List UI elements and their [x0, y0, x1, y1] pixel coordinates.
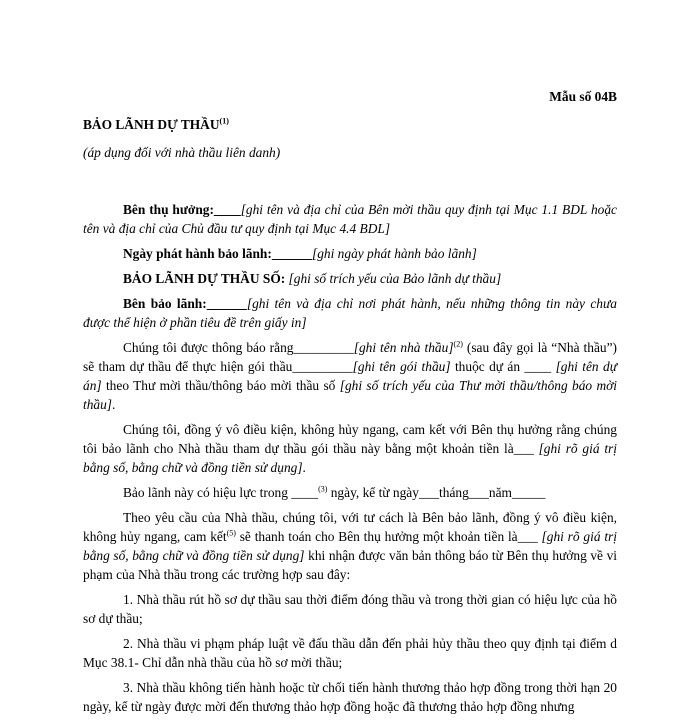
- commitment-text: Chúng tôi, đồng ý vô điều kiện, không hủy ngang, cam kết với Bên thụ hưởng rằng chúng tôi bảo lãnh cho Nhà thầu tham dự thầu gói thầu này bằng một khoản tiền là: [83, 422, 617, 456]
- issue-date-label: Ngày phát hành bảo lãnh:: [123, 246, 272, 261]
- request-text: sẽ thanh toán cho Bên thụ hưởng một khoản tiền là: [235, 529, 518, 544]
- amount-blank: ___: [513, 441, 534, 456]
- guarantee-number-line: [83, 269, 617, 288]
- case-item: 3. Nhà thầu không tiến hành hoặc từ chối tiến hành thương thảo hợp đồng trong thời hạn 20 ngày, kể từ ngày được mời đến thương thảo hợp đồng hoặc đã thương thảo hợp đồng nhưng: [83, 680, 617, 714]
- title-footnote-marker: (1): [219, 116, 229, 126]
- guarantor-label: Bên bảo lãnh:: [123, 296, 207, 311]
- document-subtitle: (áp dụng đối với nhà thầu liên danh): [83, 145, 281, 160]
- issue-date-instruction: [ghi ngày phát hành bảo lãnh]: [312, 246, 477, 261]
- footnote-marker: (2): [453, 339, 463, 349]
- case-item: 2. Nhà thầu vi phạm pháp luật về đấu thầu dẫn đến phải hủy thầu theo quy định tại điểm d Mục 38.1- Chỉ dẫn nhà thầu của hồ sơ mời thầu;: [83, 636, 617, 670]
- project-name-instruction: [ghi tên dự án]: [83, 359, 617, 393]
- guarantee-number-label: BẢO LÃNH DỰ THẦU SỐ:: [123, 271, 286, 286]
- validity-paragraph: [83, 483, 617, 502]
- request-text: Theo yêu cầu của Nhà thầu, chúng tôi, với tư cách là Bên bảo lãnh, đồng ý vô điều kiện, không hủy ngang, cam kết: [83, 510, 617, 544]
- contractor-name-blank: _________: [293, 340, 354, 355]
- footnote-marker: (3): [318, 484, 328, 494]
- guarantor-instruction: [ghi tên và địa chỉ nơi phát hành, nếu những thông tin này chưa được thể hiện ở phần tiêu đề trên giấy in]: [83, 296, 618, 330]
- beneficiary-instruction: [ghi tên và địa chỉ của Bên mời thầu quy định tại Mục 1.1 BDL hoặc tên và địa chỉ của Chủ đầu tư quy định tại Mục 4.4 BDL]: [83, 202, 617, 236]
- issue-date-blank: ______: [271, 246, 313, 261]
- form-number: Mẫu số 04B: [549, 89, 617, 104]
- notification-paragraph: [83, 338, 617, 414]
- beneficiary-line: [83, 200, 617, 238]
- guarantor-blank: ______: [206, 296, 247, 311]
- validity-text: tháng: [439, 485, 469, 500]
- case-item: 1. Nhà thầu rút hồ sơ dự thầu sau thời điểm đóng thầu và trong thời gian có hiệu lực của hồ sơ dự thầu;: [83, 592, 617, 626]
- project-name-blank: ____: [524, 359, 552, 374]
- contractor-name-instruction: [ghi tên nhà thầu]: [353, 340, 454, 355]
- title-text: BẢO LÃNH DỰ THẦU: [83, 117, 220, 132]
- amount-instruction: [ghi rõ giá trị bằng số, bằng chữ và đồng tiền sử dụng]: [83, 441, 617, 475]
- invitation-number-instruction: [ghi số trích yếu của Thư mời thầu/thông báo mời thầu]: [83, 378, 617, 412]
- request-text: khi nhận được văn bản thông báo từ Bên thụ hưởng về vi phạm của Nhà thầu trong các trường hợp sau đây:: [83, 548, 618, 582]
- validity-text: ngày, kể từ ngày: [327, 485, 419, 500]
- guarantee-number-instruction: [ghi số trích yếu của Bảo lãnh dự thầu]: [285, 271, 502, 286]
- amount-instruction: [ghi rõ giá trị bằng số, bằng chữ và đồng tiền sử dụng]: [83, 529, 617, 563]
- notification-text: Chúng tôi được thông báo rằng: [123, 340, 294, 355]
- commitment-paragraph: [83, 420, 617, 477]
- footnote-marker: (5): [226, 528, 236, 538]
- amount-blank: ___: [517, 529, 538, 544]
- notification-text: .: [112, 397, 116, 412]
- month-blank: ___: [468, 485, 489, 500]
- validity-text: năm: [488, 485, 512, 500]
- package-name-instruction: [ghi tên gói thầu]: [352, 359, 451, 374]
- year-blank: _____: [511, 485, 546, 500]
- document-body: [83, 200, 617, 722]
- day-blank: ___: [418, 485, 440, 500]
- notification-text: thuộc dự án: [450, 359, 525, 374]
- beneficiary-blank: ____: [213, 202, 241, 217]
- package-name-blank: _________: [292, 359, 353, 374]
- issue-date-line: [83, 244, 617, 263]
- request-paragraph: [83, 508, 617, 584]
- document-title: [83, 117, 229, 133]
- commitment-text: .: [302, 460, 306, 475]
- validity-text: Bảo lãnh này có hiệu lực trong: [123, 485, 292, 500]
- guarantor-line: [83, 294, 617, 332]
- notification-text: (sau đây gọi là “Nhà thầu”) sẽ tham dự thầu để thực hiện gói thầu: [83, 340, 617, 374]
- beneficiary-label: Bên thụ hưởng:: [123, 202, 214, 217]
- days-blank: ____: [291, 485, 319, 500]
- notification-text: theo Thư mời thầu/thông báo mời thầu số: [101, 378, 340, 393]
